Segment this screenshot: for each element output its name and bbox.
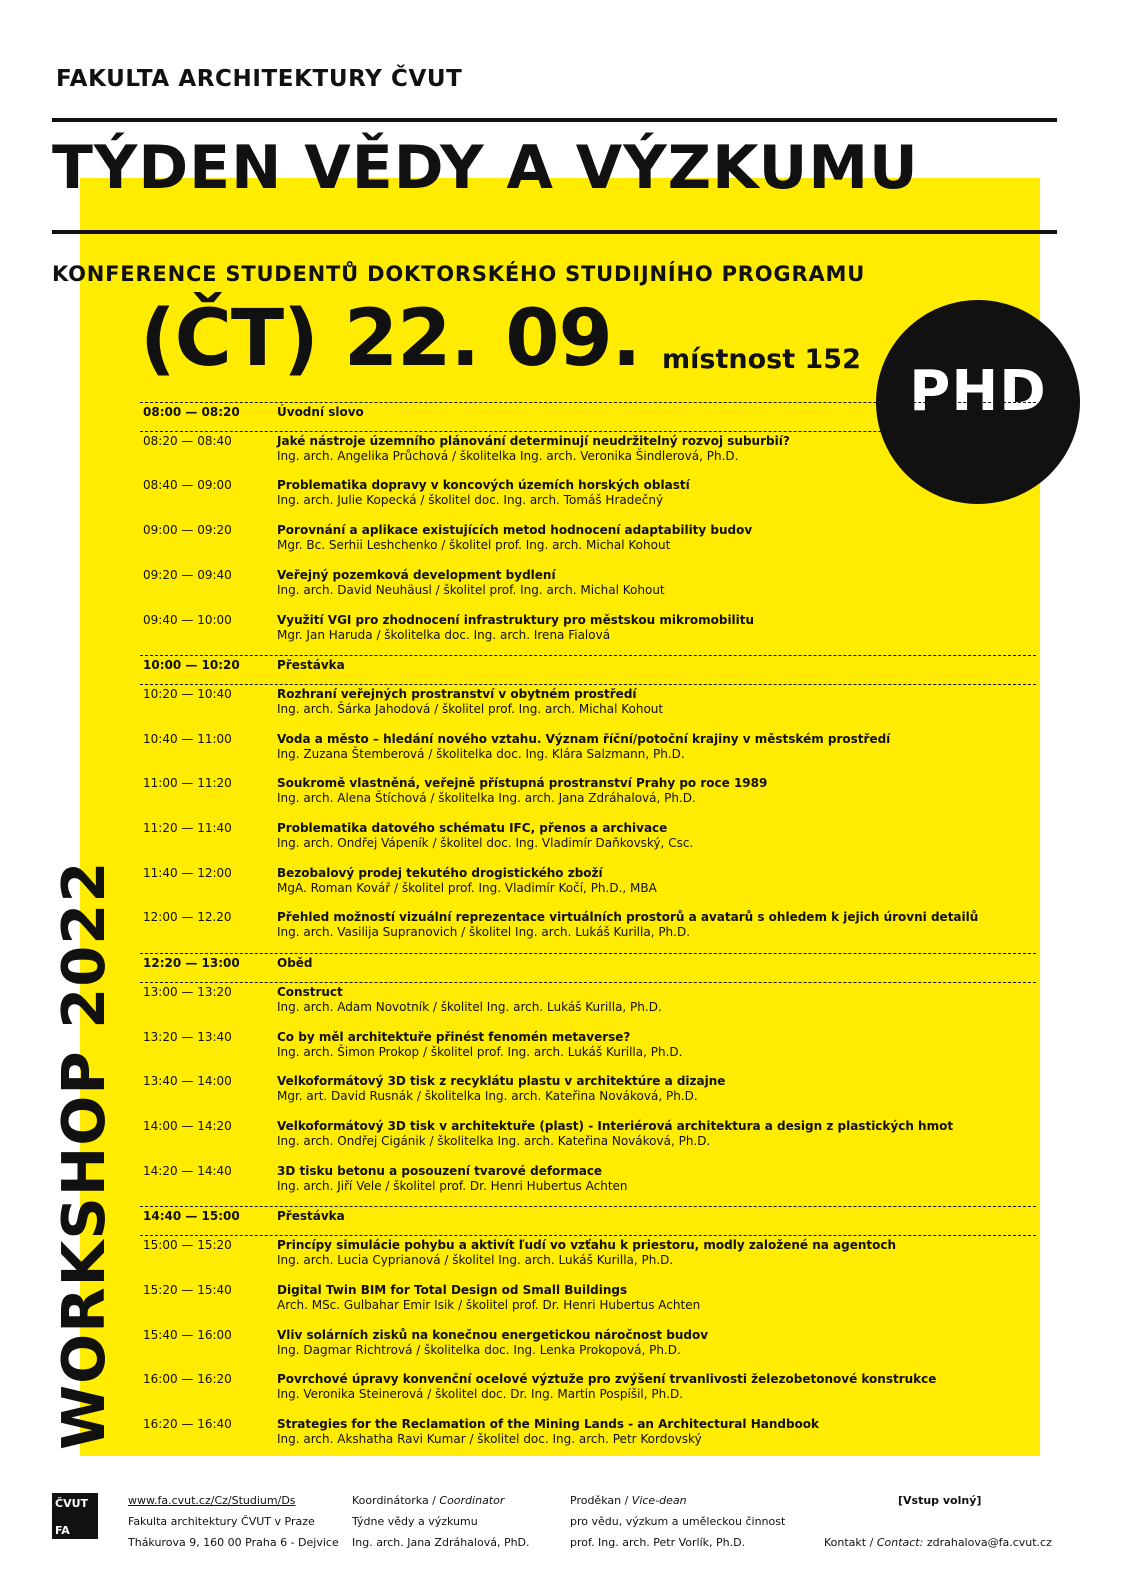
coordinator-name: Ing. arch. Jana Zdráhalová, PhD.: [352, 1536, 530, 1549]
logo-text-fa: FA: [55, 1524, 70, 1537]
schedule-row: [140, 983, 1036, 1028]
talk-speaker: Ing. arch. Jiří Vele / školitel prof. Dr. Henri Hubertus Achten: [277, 1178, 628, 1193]
break-label: Přestávka: [277, 658, 345, 673]
schedule-time: 12:00 — 12.20: [143, 910, 232, 925]
schedule-row: [140, 1162, 1036, 1207]
talk-title: Digital Twin BIM for Total Design od Small Buildings: [277, 1282, 628, 1297]
footer-web-link[interactable]: www.fa.cvut.cz/Cz/Studium/Ds: [128, 1494, 296, 1507]
talk-speaker: Ing. arch. Ondřej Vápeník / školitel doc. Ing. Vladimír Daňkovský, Csc.: [277, 836, 694, 851]
talk-title: Povrchové úpravy konvenční ocelové výztuže pro zvýšení trvanlivosti železobetonové konstrukce: [277, 1372, 937, 1387]
coordinator-label: [352, 1494, 504, 1507]
schedule-time: 11:00 — 11:20: [143, 776, 232, 791]
vice-dean-label: [570, 1494, 687, 1507]
talk-title: Velkoformátový 3D tisk v architektuře (plast) - Interiérová architektura a design z plastických hmot: [277, 1119, 954, 1134]
talk-speaker: Ing. arch. Julie Kopecká / školitel doc. Ing. arch. Tomáš Hradečný: [277, 493, 664, 508]
talk-speaker: Ing. arch. Šimon Prokop / školitel prof. Ing. arch. Lukáš Kurilla, Ph.D.: [277, 1044, 683, 1059]
schedule-row: [140, 1236, 1036, 1281]
footer-org: Fakulta architektury ČVUT v Praze: [128, 1515, 315, 1528]
schedule-row: [140, 730, 1036, 775]
talk-title: Princípy simulácie pohybu a aktivít ľudí vo vzťahu k priestoru, modly založené na agentoch: [277, 1238, 897, 1253]
schedule-time: 14:20 — 14:40: [143, 1163, 232, 1178]
event-date: (ČT) 22. 09.: [140, 294, 641, 384]
vertical-banner: [44, 860, 124, 1450]
vice-dean-name: prof. Ing. arch. Petr Vorlík, Ph.D.: [570, 1536, 746, 1549]
schedule-time: 09:40 — 10:00: [143, 612, 232, 627]
schedule-row: [140, 566, 1036, 611]
talk-title: Využití VGI pro zhodnocení infrastruktury pro městskou mikromobilitu: [277, 612, 755, 627]
schedule-time: 15:20 — 15:40: [143, 1282, 232, 1297]
talk-speaker: MgA. Roman Kovář / školitel prof. Ing. Vladimír Kočí, Ph.D., MBA: [277, 880, 657, 895]
schedule-time: 10:20 — 10:40: [143, 687, 232, 702]
schedule-time: 13:40 — 14:00: [143, 1074, 232, 1089]
schedule-time: 12:20 — 13:00: [143, 956, 240, 971]
schedule-row: [140, 1117, 1036, 1162]
schedule-row: [140, 1281, 1036, 1326]
talk-title: Veřejný pozemková development bydlení: [277, 567, 556, 582]
contact-email[interactable]: zdrahalova@fa.cvut.cz: [923, 1536, 1052, 1549]
schedule-row: [140, 476, 1036, 521]
footer-address: Thákurova 9, 160 00 Praha 6 - Dejvice: [128, 1536, 339, 1549]
schedule-time: 11:20 — 11:40: [143, 821, 232, 836]
talk-title: Přehled možností vizuální reprezentace virtuálních prostorů a avatarů s ohledem k jejich úrovni detailů: [277, 910, 979, 925]
title-rule: [52, 230, 1057, 234]
talk-title: Soukromě vlastněná, veřejně přístupná prostranství Prahy po roce 1989: [277, 776, 768, 791]
talk-speaker: Mgr. Bc. Serhii Leshchenko / školitel prof. Ing. arch. Michal Kohout: [277, 538, 671, 553]
schedule-row: [140, 774, 1036, 819]
schedule-time: 13:00 — 13:20: [143, 984, 232, 999]
talk-speaker: Ing. arch. Lucia Cyprianová / školitel Ing. arch. Lukáš Kurilla, Ph.D.: [277, 1253, 674, 1268]
break-label: Úvodní slovo: [277, 405, 364, 419]
talk-speaker: Ing. arch. Šárka Jahodová / školitel prof. Ing. arch. Michal Kohout: [277, 702, 664, 717]
talk-speaker: Mgr. Jan Haruda / školitelka doc. Ing. arch. Irena Fialová: [277, 627, 611, 642]
talk-title: Bezobalový prodej tekutého drogistického zboží: [277, 865, 603, 880]
talk-title: 3D tisku betonu a posouzení tvarové deformace: [277, 1163, 603, 1178]
phd-badge-text: PHD: [909, 359, 1047, 424]
break-label: Oběd: [277, 956, 313, 971]
talk-speaker: Ing. Zuzana Štemberová / školitelka doc. Ing. Klára Salzmann, Ph.D.: [277, 746, 685, 761]
talk-title: Problematika datového schématu IFC, přenos a archivace: [277, 821, 668, 836]
talk-title: Construct: [277, 984, 343, 999]
schedule-time: 13:20 — 13:40: [143, 1029, 232, 1044]
schedule-row: [140, 685, 1036, 730]
schedule-break-row: [140, 1206, 1036, 1236]
schedule-time: 15:00 — 15:20: [143, 1238, 232, 1253]
room-label: místnost 152: [662, 344, 861, 375]
schedule-row: [140, 1370, 1036, 1415]
contact-label-en: Contact:: [876, 1536, 924, 1549]
schedule-time: 08:00 — 08:20: [143, 405, 240, 419]
vice-dean-label-en: Vice-dean: [631, 1494, 687, 1507]
schedule-row: [140, 1415, 1036, 1460]
contact-line: [824, 1536, 1052, 1549]
talk-speaker: Ing. arch. Alena Štíchová / školitelka Ing. arch. Jana Zdráhalová, Ph.D.: [277, 791, 696, 806]
schedule-row: [140, 1326, 1036, 1371]
workshop-year-label: WORKSHOP 2022: [49, 860, 118, 1450]
logo-text-cvut: ČVUT: [55, 1497, 89, 1510]
talk-title: Voda a město – hledání nového vztahu. Význam říční/potoční krajiny v městském prostředí: [277, 731, 891, 746]
conference-subtitle: KONFERENCE STUDENTŮ DOKTORSKÉHO STUDIJNÍHO PROGRAMU: [52, 262, 866, 286]
schedule-time: 11:40 — 12:00: [143, 865, 232, 880]
schedule-break-row: [140, 655, 1036, 685]
talk-speaker: Ing. Dagmar Richtrová / školitelka doc. Ing. Lenka Prokopová, Ph.D.: [277, 1342, 681, 1357]
schedule-row: [140, 432, 1036, 477]
contact-label-cz: Kontakt /: [824, 1536, 877, 1549]
coordinator-label-cz: Koordinátorka /: [352, 1494, 440, 1507]
schedule-time: 14:00 — 14:20: [143, 1119, 232, 1134]
schedule-row: [140, 521, 1036, 566]
talk-speaker: Arch. MSc. Gulbahar Emir Isik / školitel prof. Dr. Henri Hubertus Achten: [277, 1297, 701, 1312]
free-entry-note: [Vstup volný]: [898, 1494, 982, 1507]
talk-speaker: Ing. arch. Angelika Průchová / školitelka Ing. arch. Veronika Šindlerová, Ph.D.: [277, 448, 739, 463]
talk-title: Jaké nástroje územního plánování determinují neudržitelný rozvoj suburbií?: [277, 433, 790, 448]
talk-speaker: Ing. arch. David Neuhäusl / školitel prof. Ing. arch. Michal Kohout: [277, 582, 665, 597]
schedule-time: 16:00 — 16:20: [143, 1372, 232, 1387]
schedule-row: [140, 908, 1036, 953]
talk-speaker: Ing. arch. Ondřej Cigánik / školitelka Ing. arch. Kateřina Nováková, Ph.D.: [277, 1134, 711, 1149]
schedule-row: [140, 819, 1036, 864]
talk-title: Problematika dopravy v koncových územích horských oblastí: [277, 478, 690, 493]
schedule-time: 08:40 — 09:00: [143, 478, 232, 493]
schedule-time: 16:20 — 16:40: [143, 1416, 232, 1431]
vice-dean-label-cz: Proděkan /: [570, 1494, 632, 1507]
schedule-time: 14:40 — 15:00: [143, 1209, 240, 1224]
schedule-time: 10:40 — 11:00: [143, 731, 232, 746]
break-label: Přestávka: [277, 1209, 345, 1224]
vice-dean-role: pro vědu, výzkum a uměleckou činnost: [570, 1515, 786, 1528]
talk-speaker: Ing. Veronika Steinerová / školitel doc. Dr. Ing. Martin Pospíšil, Ph.D.: [277, 1387, 684, 1402]
schedule-time: 09:20 — 09:40: [143, 567, 232, 582]
page-title: TÝDEN VĚDY A VÝZKUMU: [52, 133, 919, 203]
talk-title: Rozhraní veřejných prostranství v obytném prostředí: [277, 687, 637, 702]
coordinator-label-en: Coordinator: [439, 1494, 505, 1507]
schedule-row: [140, 1028, 1036, 1073]
schedule-time: 15:40 — 16:00: [143, 1327, 232, 1342]
schedule-row: [140, 611, 1036, 656]
schedule-list: [140, 402, 1036, 1460]
schedule-time: 09:00 — 09:20: [143, 523, 232, 538]
talk-title: Porovnání a aplikace existujících metod hodnocení adaptability budov: [277, 523, 753, 538]
schedule-break-row: [140, 402, 1036, 432]
top-rule: [52, 118, 1057, 122]
talk-speaker: Ing. arch. Vasilija Supranovich / školitel Ing. arch. Lukáš Kurilla, Ph.D.: [277, 925, 691, 940]
talk-title: Strategies for the Reclamation of the Mining Lands - an Architectural Handbook: [277, 1416, 820, 1431]
talk-speaker: Ing. arch. Akshatha Ravi Kumar / školitel doc. Ing. arch. Petr Kordovský: [277, 1431, 702, 1446]
talk-title: Velkoformátový 3D tisk z recyklátu plastu v architektúre a dizajne: [277, 1074, 726, 1089]
schedule-time: 10:00 — 10:20: [143, 658, 240, 673]
coordinator-role: Týdne vědy a výzkumu: [352, 1515, 478, 1528]
schedule-row: [140, 864, 1036, 909]
schedule-row: [140, 1072, 1036, 1117]
schedule-time: 08:20 — 08:40: [143, 433, 232, 448]
talk-title: Co by měl architektuře přinést fenomén metaverse?: [277, 1029, 631, 1044]
talk-speaker: Ing. arch. Adam Novotník / školitel Ing. arch. Lukáš Kurilla, Ph.D.: [277, 999, 662, 1014]
faculty-name: FAKULTA ARCHITEKTURY ČVUT: [56, 66, 463, 92]
talk-title: Vliv solárních zisků na konečnou energetickou náročnost budov: [277, 1327, 709, 1342]
schedule-break-row: [140, 953, 1036, 983]
talk-speaker: Mgr. art. David Rusnák / školitelka Ing. arch. Kateřina Nováková, Ph.D.: [277, 1089, 698, 1104]
